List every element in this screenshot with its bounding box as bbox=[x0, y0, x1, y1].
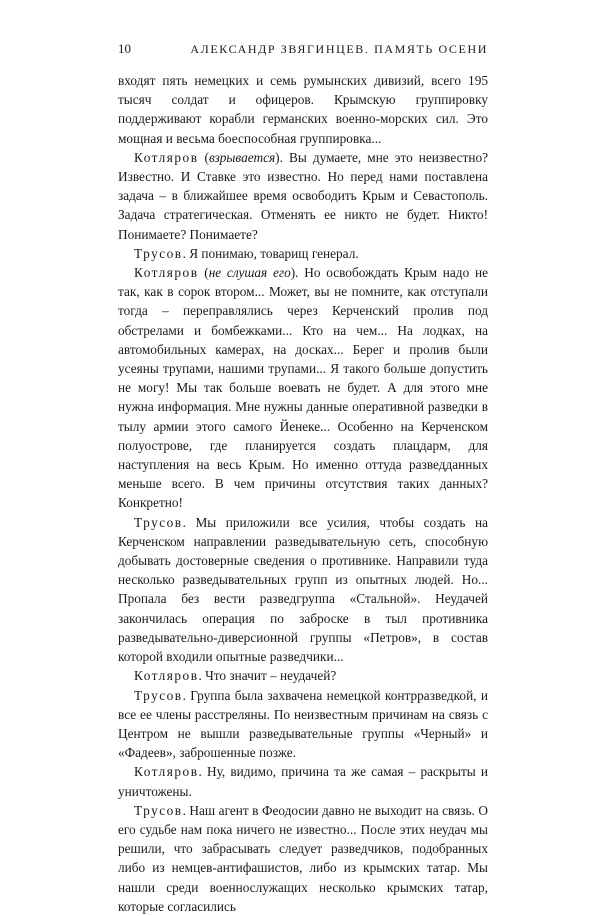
stage-direction: не слушая его bbox=[208, 265, 291, 281]
paragraph-text: . Но освобождать Крым надо не так, как в сорок втором... Может, вы не помните, как отступали тогда – переправлялись через Керченский пролив под обстрелами и бомбежками... Кто на чем... На лодках, на автомобильных камерах, на досках... Берег и пролив были усеяны трупами, нашими трупами... Я такого больше допустить не могу! Мы так больше воевать не будет. А для этого мне нужна информация. Мне нужны данные оперативной разведки в тылу армии этого самого Йенеке... Особенно на Керченском полуострове, где планируется создать плацдарм, для наступления на весь Крым. Но именно оттуда разведданных меньше всего. В чем причины отсутствия таких данных? Конкретно! bbox=[118, 265, 488, 511]
stage-direction: взрывается bbox=[208, 149, 276, 165]
speaker-name: Котляров bbox=[134, 265, 199, 281]
speaker-name: Котляров bbox=[134, 668, 199, 684]
paragraph bbox=[118, 801, 488, 916]
page-header bbox=[118, 41, 488, 57]
paragraph bbox=[118, 244, 488, 263]
speaker-name: Трусов bbox=[134, 802, 183, 818]
speaker-name: Трусов bbox=[134, 514, 183, 530]
speaker-name: Трусов bbox=[134, 687, 183, 703]
page-number: 10 bbox=[118, 41, 131, 56]
running-head: АЛЕКСАНДР ЗВЯГИНЦЕВ. ПАМЯТЬ ОСЕНИ bbox=[190, 42, 488, 56]
body-text bbox=[118, 71, 488, 916]
paragraph: Котляров (не слушая его). Но освобождать Крым надо не так, как в сорок втором... Может, вы не помните, как отступали тогда – переправлялись через Керченский пролив под обстрелами и бомбежками... Кто на чем... На лодках, на автомобильных камерах, на досках... Берег и пролив были усеяны трупами, нашими трупами... Я такого больше допустить не могу! Мы так больше воевать не будет. А для этого мне нужна информация. Мне нужны данные оперативной разведки в тылу армии этого самого Йенеке... Особенно на Керченском полуострове, где планируется создать плацдарм, для наступления на весь Крым. Но именно оттуда разведданных меньше всего. В чем причины отсутствия таких данных? Конкретно! bbox=[118, 265, 488, 511]
paragraph-text: . Группа была захвачена немецкой контрразведкой, и все ее члены расстреляны. По неизвестным причинам на связь с Центром не вышли разведывательные группы «Черный» и «Фадеев», заброшенные позже. bbox=[118, 687, 488, 761]
paragraph-text: входят пять немецких и семь румынских дивизий, всего 195 тысяч солдат и офицеров. Крымскую группировку поддерживают корабли германских военно-морских сил. Это мощная и весьма боеспособная группировка... bbox=[118, 73, 488, 146]
paragraph-text: . Мы приложили все усилия, чтобы создать на Керченском направлении разведывательную сеть, способную добывать достоверные сведения о противнике. Направили туда несколько разведывательных групп из опытных людей. Но... Пропала без вести разведгруппа «Стальной». Неудачей закончилась операция по заброске в тыл противника разведывательно-диверсионной группы «Петров», в состав которой входили опытные разведчики... bbox=[118, 514, 488, 665]
paragraph bbox=[118, 666, 488, 685]
paragraph bbox=[118, 71, 488, 148]
paragraph bbox=[118, 686, 488, 763]
paragraph-text: . Вы думаете, мне это неизвестно? Известно. И Ставке это известно. Но перед нами поставлена задача – в ближайшее время освободить Крым и Севастополь. Задача стратегическая. Отменять ее никто не будет. Никто! Понимаете? Понимаете? bbox=[118, 149, 488, 242]
paragraph-text: . Что значит – неудачей? bbox=[198, 668, 337, 684]
paragraph-text: . Ну, видимо, причина та же самая – раскрыты и уничтожены. bbox=[118, 764, 488, 799]
speaker-name: Трусов bbox=[134, 245, 183, 261]
paragraph-text: . Я понимаю, товарищ генерал. bbox=[182, 245, 359, 261]
paragraph: Котляров (взрывается). Вы думаете, мне это неизвестно? Известно. И Ставке это известно. Но перед нами поставлена задача – в ближайшее время освободить Крым и Севастополь. Задача стратегическая. Отменять ее никто не будет. Никто! Понимаете? Понимаете? bbox=[118, 149, 488, 242]
speaker-name: Котляров bbox=[134, 764, 199, 780]
speaker-name: Котляров bbox=[134, 149, 199, 165]
paragraph bbox=[118, 513, 488, 667]
paragraph bbox=[118, 762, 488, 800]
paragraph-text: . Наш агент в Феодосии давно не выходит на связь. О его судьбе нам пока ничего не известно... После этих неудач мы решили, что забрасывать следует разведчиков, подобранных либо из немцев-антифашистов, либо из крымских татар. Мы нашли среди военнослужащих несколько крымских татар, которые согласились bbox=[118, 802, 488, 914]
